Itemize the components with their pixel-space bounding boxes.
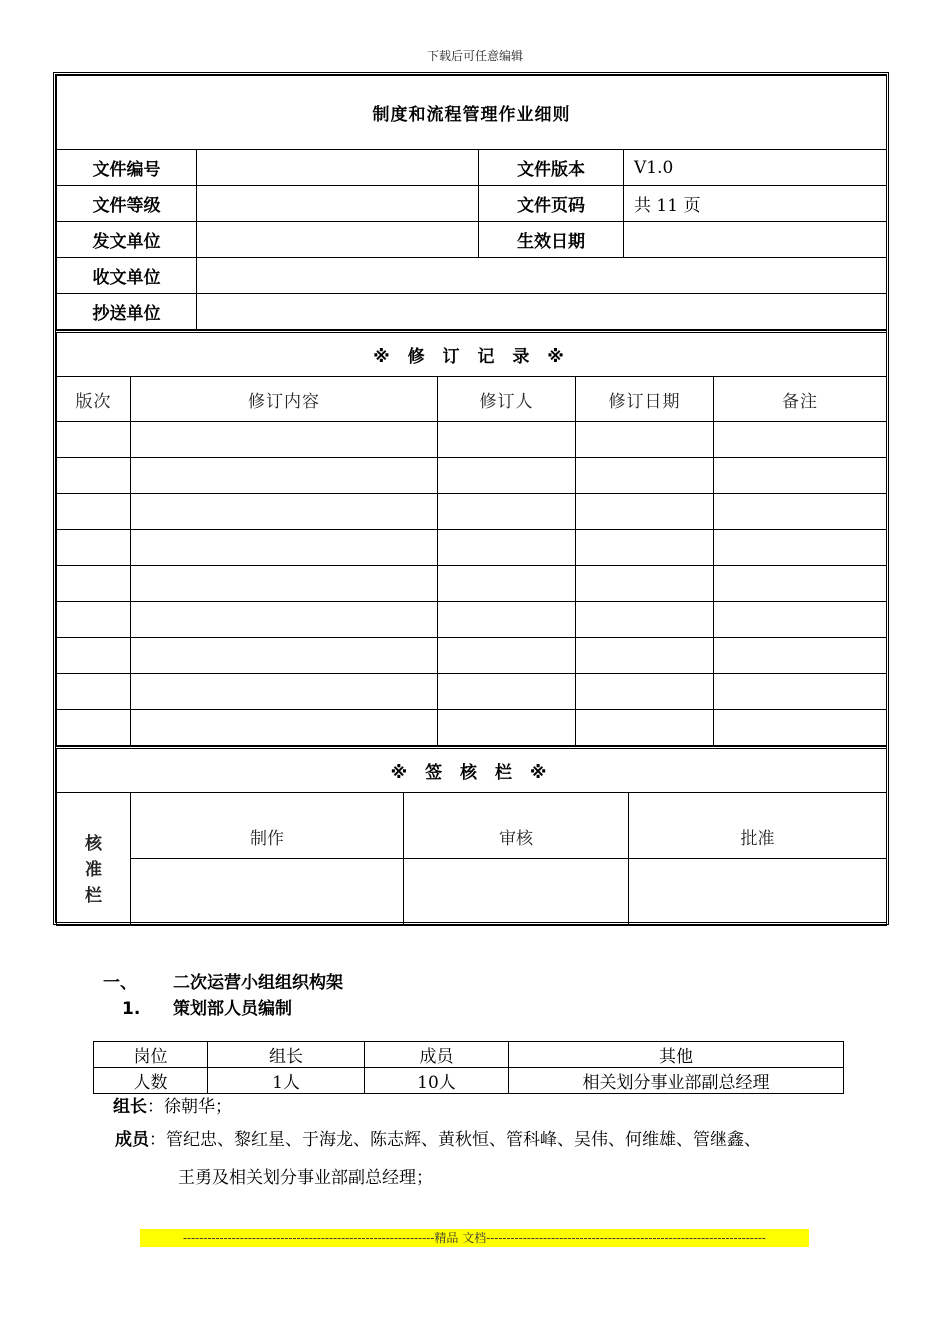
table-row [94, 1042, 844, 1068]
version-value[interactable]: V1.0 [624, 150, 887, 186]
table-row [57, 530, 887, 566]
col-remarks: 备注 [714, 377, 887, 422]
revision-table [56, 330, 887, 746]
effective-date-label: 生效日期 [479, 222, 624, 258]
table-row [57, 566, 887, 602]
issuer-label: 发文单位 [57, 222, 197, 258]
doc-no-value[interactable] [197, 150, 479, 186]
prepared-signature-cell[interactable] [131, 859, 404, 926]
cc-value[interactable] [197, 294, 887, 330]
table-row [94, 1068, 844, 1094]
staff-header-post: 岗位 [94, 1042, 208, 1068]
subsection-heading-1-1 [122, 994, 292, 1019]
staff-cell: 相关划分事业部副总经理 [509, 1068, 844, 1094]
staff-header-other: 其他 [509, 1042, 844, 1068]
effective-date-value[interactable] [624, 222, 887, 258]
table-row [57, 494, 887, 530]
staff-cell: 10人 [365, 1068, 509, 1094]
members-text: ：管纪忠、黎红星、于海龙、陈志辉、黄秋恒、管科峰、吴伟、何维雄、管继鑫、 [149, 1130, 761, 1150]
table-row [57, 674, 887, 710]
level-label: 文件等级 [57, 186, 197, 222]
receiver-value[interactable] [197, 258, 887, 294]
receiver-label: 收文单位 [57, 258, 197, 294]
members-line [115, 1128, 885, 1152]
col-version: 版次 [57, 377, 131, 422]
level-value[interactable] [197, 186, 479, 222]
col-revision-content: 修订内容 [131, 377, 438, 422]
signoff-table [56, 746, 887, 926]
table-row [57, 422, 887, 458]
staffing-table [93, 1041, 844, 1094]
approval-column-label: 核 准 栏 [57, 793, 131, 926]
footer-banner: --------------------------------------------------------------精品 文档--------------------------------------------------------------------- [140, 1229, 809, 1247]
table-row [57, 602, 887, 638]
form-table [56, 75, 887, 330]
section-number: 一、 [103, 973, 137, 993]
leader-text: ：徐朝华； [147, 1097, 232, 1117]
col-revision-date: 修订日期 [576, 377, 714, 422]
staff-header-members: 成员 [365, 1042, 509, 1068]
members-line-continued: 王勇及相关划分事业部副总经理； [178, 1168, 433, 1188]
section-title: 二次运营小组组织构架 [173, 973, 343, 993]
table-row [57, 710, 887, 746]
reviewed-signature-cell[interactable] [404, 859, 629, 926]
version-label: 文件版本 [479, 150, 624, 186]
staff-header-leader: 组长 [208, 1042, 365, 1068]
header-note: 下载后可任意编辑 [426, 49, 523, 63]
cc-label: 抄送单位 [57, 294, 197, 330]
section-heading-1 [103, 968, 343, 993]
pages-value[interactable]: 共 11 页 [624, 186, 887, 222]
leader-label: 组长 [113, 1097, 147, 1117]
table-row [57, 638, 887, 674]
doc-no-label: 文件编号 [57, 150, 197, 186]
pages-label: 文件页码 [479, 186, 624, 222]
col-reviser: 修订人 [438, 377, 576, 422]
col-prepared: 制作 [131, 793, 404, 859]
subsection-number: 1. [122, 999, 141, 1019]
form-title: 制度和流程管理作业细则 [57, 76, 887, 150]
leader-line [113, 1095, 232, 1119]
members-label: 成员 [115, 1130, 149, 1150]
document-form [53, 72, 889, 925]
subsection-title: 策划部人员编制 [173, 999, 292, 1019]
approved-signature-cell[interactable] [629, 859, 887, 926]
staff-cell: 1人 [208, 1068, 365, 1094]
signoff-heading: ※ 签 核 栏 ※ [57, 748, 887, 793]
col-reviewed: 审核 [404, 793, 629, 859]
revision-heading: ※ 修 订 记 录 ※ [57, 332, 887, 377]
issuer-value[interactable] [197, 222, 479, 258]
staff-cell: 人数 [94, 1068, 208, 1094]
col-approved: 批准 [629, 793, 887, 859]
table-row [57, 458, 887, 494]
